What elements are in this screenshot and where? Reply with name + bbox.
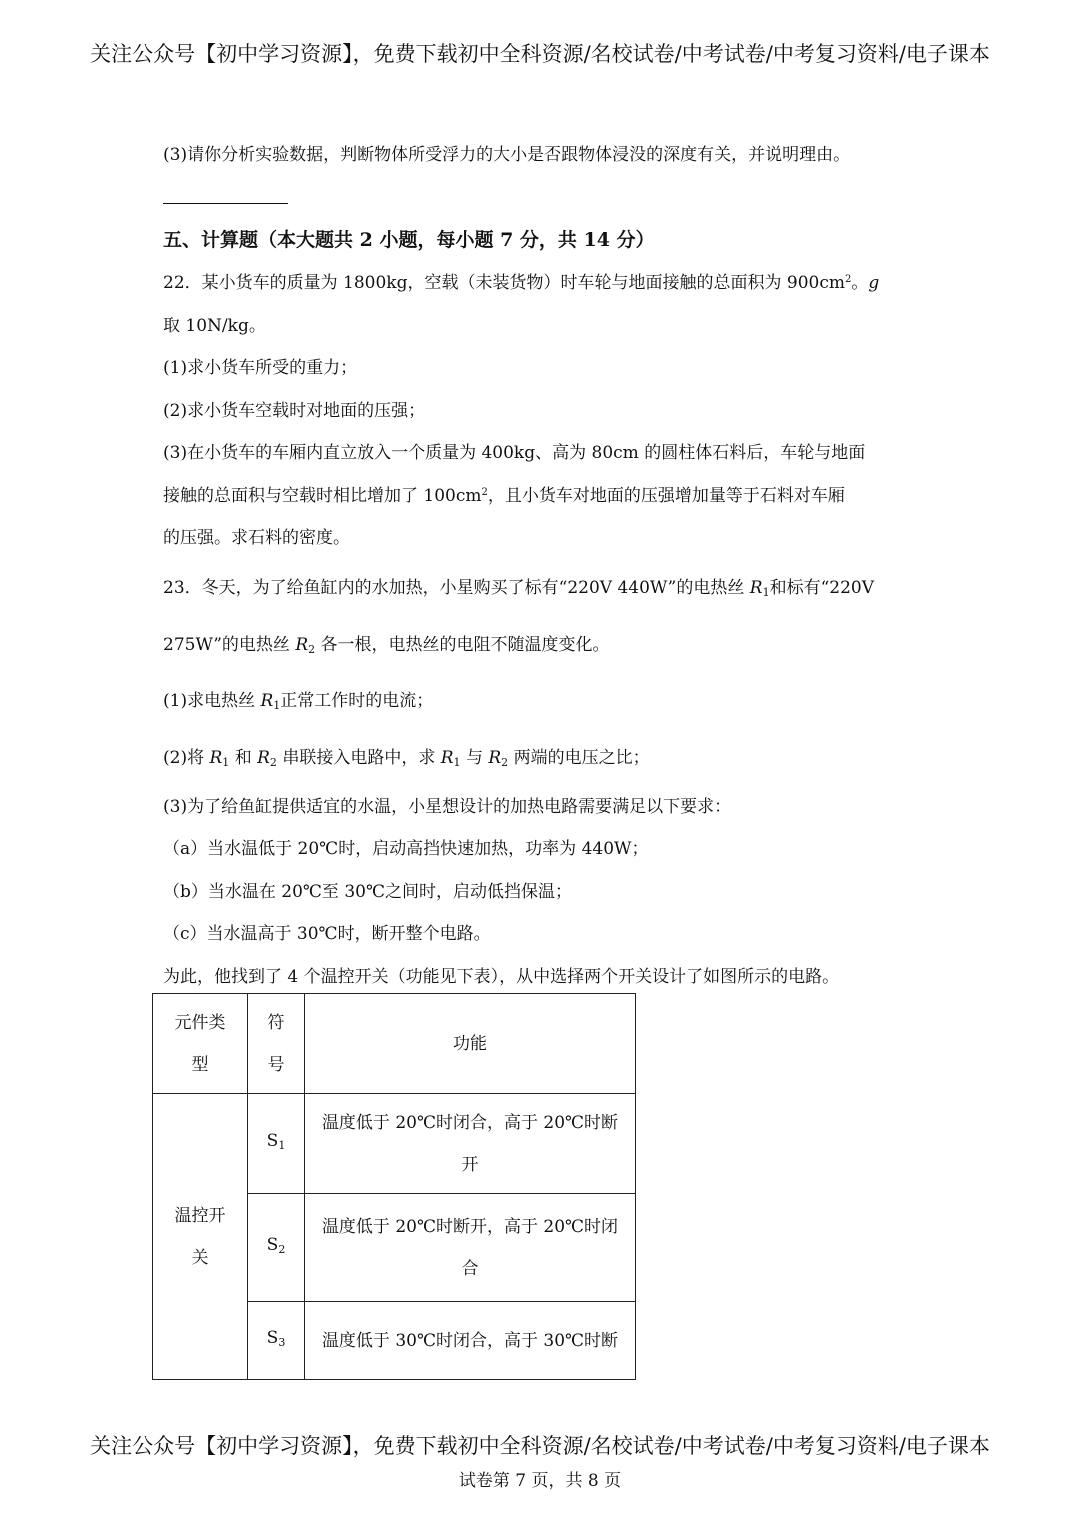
symbol-s: S [266, 1328, 279, 1348]
header-symbol-line-1: 符 [267, 1012, 285, 1033]
function-line-1: 温度低于 30℃时闭合，高于 30℃时断 [321, 1330, 619, 1351]
header-symbol-line-2: 号 [267, 1054, 285, 1075]
q23-p1-R: R [260, 691, 274, 711]
footer-banner: 关注公众号【初中学习资源】，免费下载初中全科资源/名校试卷/中考试卷/中考复习资料/电子课本 [90, 1434, 990, 1458]
q22-p3-text-a: 接触的总面积与空载时相比增加了 100cm [163, 486, 482, 506]
q23-p2-R-d: R [488, 748, 502, 768]
q23-l1-sub-1: 1 [762, 586, 770, 599]
page-number: 试卷第 7 页，共 8 页 [458, 1471, 622, 1491]
q23-p2-sub-2b: 2 [501, 756, 509, 769]
question-22-line-2: 取 10N/kg。 [163, 316, 266, 336]
question-22-stem [163, 268, 879, 293]
header-function: 功能 [305, 994, 636, 1094]
q22-sup-2: 2 [844, 274, 852, 285]
q23-l2-R: R [295, 635, 309, 655]
question-22-part-1: (1)求小货车所受的重力； [163, 358, 358, 378]
q23-p2-text-a: (2)将 [163, 748, 210, 768]
component-type-cell [153, 1094, 248, 1380]
question-23-stem-line-2 [163, 630, 610, 656]
function-line-1: 温度低于 20℃时断开，高于 20℃时闭 [321, 1216, 619, 1237]
q23-p1-sub-1: 1 [273, 699, 281, 712]
symbol-sub: 1 [278, 1139, 286, 1152]
function-s3 [305, 1302, 636, 1380]
q23-l1-text-b: 和标有“220V [769, 578, 875, 598]
q23-l2-text-a: 275W”的电热丝 [163, 635, 296, 655]
q23-p2-sub-2a: 2 [269, 756, 277, 769]
question-23-table-intro: 为此，他找到了 4 个温控开关（功能见下表），从中选择两个开关设计了如图所示的电路。 [163, 967, 840, 987]
q23-l2-text-b: 各一根，电热丝的电阻不随温度变化。 [315, 635, 610, 655]
symbol-sub: 2 [278, 1243, 286, 1256]
symbol-sub: 3 [278, 1336, 286, 1349]
q23-p1-text-b: 正常工作时的电流； [280, 691, 434, 711]
question-23-condition-a: （a）当水温低于 20℃时，启动高挡快速加热，功率为 440W； [163, 839, 649, 859]
q23-p2-sub-1b: 1 [453, 756, 461, 769]
header-type-line-1: 元件类 [174, 1012, 226, 1033]
header-symbol [248, 994, 305, 1094]
section-5-heading: 五、计算题（本大题共 2 小题，每小题 7 分，共 14 分） [163, 229, 655, 251]
question-23-condition-b: （b）当水温在 20℃至 30℃之间时，启动低挡保温； [163, 882, 572, 902]
q23-l1-text-a: 23．冬天，为了给鱼缸内的水加热，小星购买了标有“220V 440W”的电热丝 [163, 578, 750, 598]
function-s2 [305, 1194, 636, 1302]
q23-p2-text-e: 两端的电压之比； [508, 748, 650, 768]
q23-p2-text-c: 串联接入电路中，求 [276, 748, 441, 768]
question-22-part-3-line-2 [163, 481, 845, 506]
q22-p3-text-b: ，且小货车对地面的压强增加量等于石料对车厢 [487, 486, 845, 506]
question-23-part-3: (3)为了给鱼缸提供适宜的水温，小星想设计的加热电路需要满足以下要求： [163, 797, 732, 817]
header-banner: 关注公众号【初中学习资源】，免费下载初中全科资源/名校试卷/中考试卷/中考复习资料/电子课本 [90, 42, 990, 66]
question-22-part-2: (2)求小货车空载时对地面的压强； [163, 401, 426, 421]
symbol-s3 [248, 1302, 305, 1380]
question-21-part-3: (3)请你分析实验数据，判断物体所受浮力的大小是否跟物体浸没的深度有关，并说明理由。 [163, 145, 851, 165]
q23-l2-sub-2: 2 [308, 643, 316, 656]
q22-p3-sup-2: 2 [481, 487, 488, 498]
q23-l1-R: R [749, 578, 763, 598]
q23-p2-R-c: R [440, 748, 454, 768]
symbol-s: S [266, 1235, 279, 1255]
table-row [153, 1094, 636, 1194]
function-line-2: 合 [461, 1258, 479, 1279]
symbol-s2 [248, 1194, 305, 1302]
switch-spec-table [152, 993, 636, 1380]
function-line-2: 开 [461, 1154, 479, 1175]
symbol-s1 [248, 1094, 305, 1194]
q23-p2-text-b: 和 [229, 748, 258, 768]
type-line-1: 温控开 [174, 1205, 226, 1226]
symbol-s: S [266, 1131, 279, 1151]
header-component-type [153, 994, 248, 1094]
question-23-condition-c: （c）当水温高于 30℃时，断开整个电路。 [163, 924, 491, 944]
q22-stem-text-a: 22．某小货车的质量为 1800kg，空载（未装货物）时车轮与地面接触的总面积为 900cm [163, 273, 845, 293]
question-22-part-3-line-3: 的压强。求石料的密度。 [163, 528, 350, 548]
function-s1 [305, 1094, 636, 1194]
question-22-part-3-line-1: (3)在小货车的车厢内直立放入一个质量为 400kg、高为 80cm 的圆柱体石料后，车轮与地面 [163, 443, 866, 463]
q22-stem-text-b: 。 [851, 273, 869, 293]
q23-p2-sub-1a: 1 [222, 756, 230, 769]
q23-p2-R-a: R [209, 748, 223, 768]
q23-p1-text-a: (1)求电热丝 [163, 691, 261, 711]
question-23-stem-line-1 [163, 573, 874, 599]
function-line-1: 温度低于 20℃时闭合，高于 20℃时断 [321, 1112, 619, 1133]
type-line-2: 关 [191, 1247, 209, 1268]
table-header-row [153, 994, 636, 1094]
question-23-part-2 [163, 743, 650, 769]
question-23-part-1 [163, 686, 433, 712]
answer-blank-line [163, 203, 288, 204]
q23-p2-R-b: R [257, 748, 270, 768]
header-type-line-2: 型 [191, 1054, 209, 1075]
q23-p2-text-d: 与 [460, 748, 489, 768]
q22-g-symbol: g [868, 273, 880, 293]
